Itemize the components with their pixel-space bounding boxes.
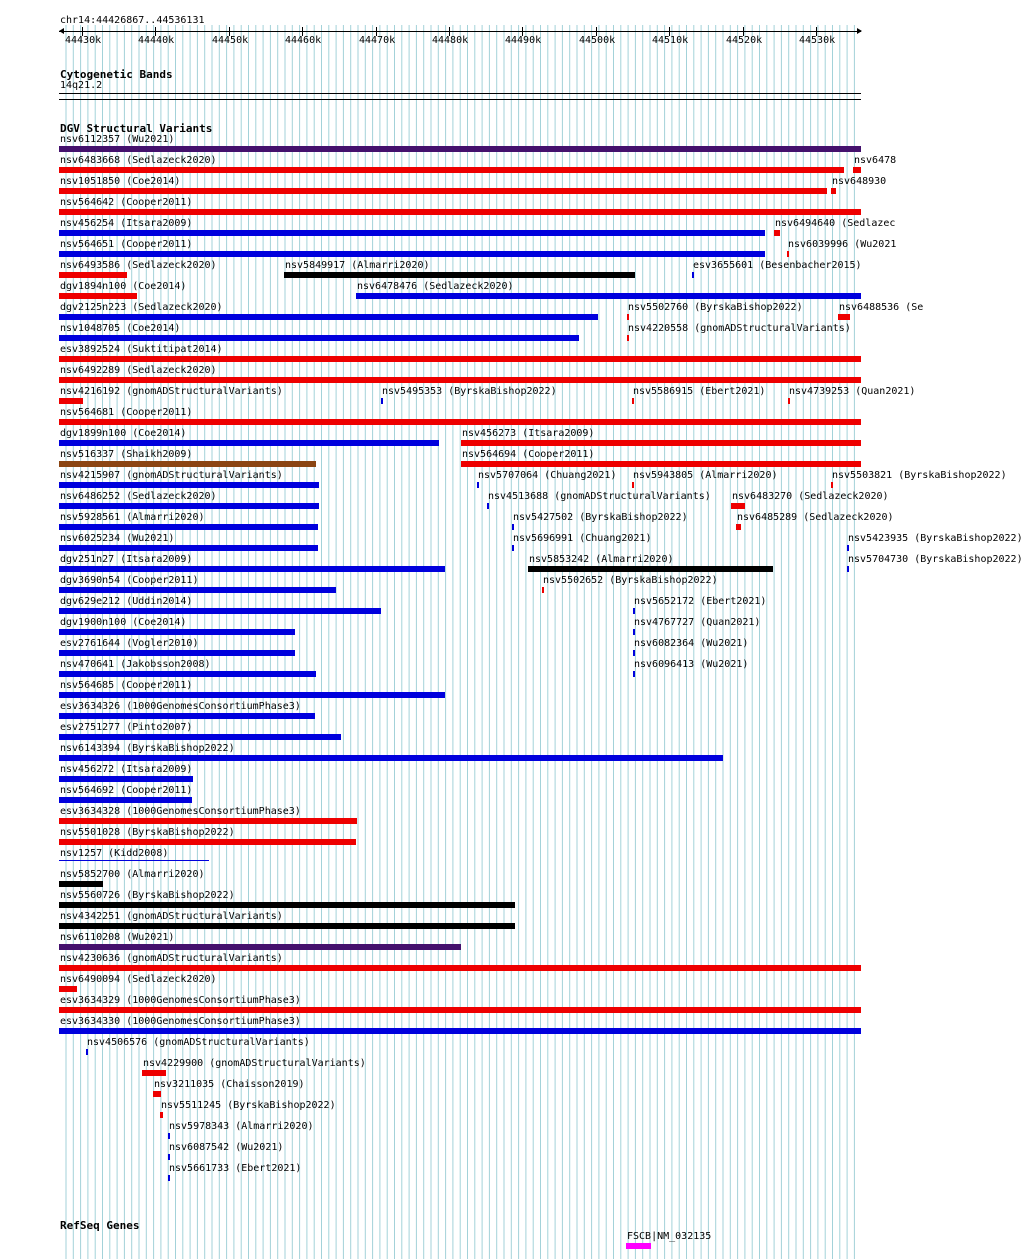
variant-label[interactable]: nsv5652172 (Ebert2021): [634, 596, 767, 607]
variant-label[interactable]: nsv5928561 (Almarri2020): [60, 512, 205, 523]
variant-bar[interactable]: [59, 356, 861, 362]
variant-label[interactable]: nsv4220558 (gnomADStructuralVariants): [628, 323, 851, 334]
cytoband-bar-bottom: [59, 99, 861, 100]
variant-label[interactable]: nsv564651 (Cooper2011): [60, 239, 193, 250]
variant-bar[interactable]: [59, 923, 515, 929]
variant-label[interactable]: nsv564642 (Cooper2011): [60, 197, 193, 208]
variant-bar[interactable]: [847, 566, 849, 572]
variant-bar[interactable]: [59, 650, 295, 656]
variant-bar[interactable]: [487, 503, 489, 509]
variant-bar[interactable]: [59, 965, 861, 971]
variant-label[interactable]: nsv5423935 (ByrskaBishop2022): [848, 533, 1023, 544]
variant-bar[interactable]: [528, 566, 773, 572]
variant-label[interactable]: nsv5502652 (ByrskaBishop2022): [543, 575, 718, 586]
variant-bar[interactable]: [787, 251, 789, 257]
variant-label[interactable]: nsv4513688 (gnomADStructuralVariants): [488, 491, 711, 502]
variant-label[interactable]: nsv564681 (Cooper2011): [60, 407, 193, 418]
variant-bar[interactable]: [542, 587, 544, 593]
variant-bar[interactable]: [627, 335, 629, 341]
variant-label[interactable]: nsv6488536 (Se: [839, 302, 924, 313]
variant-bar[interactable]: [59, 167, 844, 173]
variant-bar[interactable]: [59, 335, 579, 341]
variant-label[interactable]: nsv5978343 (Almarri2020): [169, 1121, 314, 1132]
variant-bar[interactable]: [788, 398, 790, 404]
variant-bar[interactable]: [633, 629, 635, 635]
variant-bar[interactable]: [59, 209, 861, 215]
variant-label[interactable]: esv2761644 (Vogler2010): [60, 638, 199, 649]
variant-bar[interactable]: [86, 1049, 88, 1055]
variant-label[interactable]: nsv6493586 (Sedlazeck2020): [60, 260, 217, 271]
variant-bar[interactable]: [633, 671, 635, 677]
variant-bar[interactable]: [831, 482, 833, 488]
variant-label[interactable]: nsv5560726 (ByrskaBishop2022): [60, 890, 235, 901]
variant-bar[interactable]: [59, 860, 209, 861]
ruler-tick-label: 44440k: [138, 35, 175, 46]
variant-label[interactable]: nsv6483270 (Sedlazeck2020): [732, 491, 889, 502]
ruler-right-arrow-icon: [857, 28, 862, 34]
variant-bar[interactable]: [59, 671, 316, 677]
variant-bar[interactable]: [632, 398, 634, 404]
variant-bar[interactable]: [838, 314, 850, 320]
variant-label[interactable]: esv3634330 (1000GenomesConsortiumPhase3): [60, 1016, 301, 1027]
variant-bar[interactable]: [774, 230, 780, 236]
variant-bar[interactable]: [59, 440, 439, 446]
variant-bar[interactable]: [284, 272, 635, 278]
variant-bar[interactable]: [59, 314, 598, 320]
variant-bar[interactable]: [461, 461, 861, 467]
variant-label[interactable]: esv3634329 (1000GenomesConsortiumPhase3): [60, 995, 301, 1006]
variant-label[interactable]: nsv6087542 (Wu2021): [169, 1142, 284, 1153]
refseq-track-title: RefSeq Genes: [60, 1219, 140, 1232]
variant-label[interactable]: nsv6492289 (Sedlazeck2020): [60, 365, 217, 376]
variant-bar[interactable]: [59, 692, 445, 698]
variant-bar[interactable]: [59, 188, 827, 194]
variant-bar[interactable]: [59, 566, 445, 572]
variant-label[interactable]: nsv4216192 (gnomADStructuralVariants): [60, 386, 283, 397]
variant-bar[interactable]: [59, 272, 127, 278]
variant-bar[interactable]: [160, 1112, 163, 1118]
variant-label[interactable]: nsv6478476 (Sedlazeck2020): [357, 281, 514, 292]
variant-label[interactable]: nsv6143394 (ByrskaBishop2022): [60, 743, 235, 754]
variant-bar[interactable]: [59, 482, 319, 488]
cytoband-label: 14q21.2: [60, 80, 103, 91]
variant-label[interactable]: nsv5849917 (Almarri2020): [285, 260, 430, 271]
variant-bar[interactable]: [627, 314, 629, 320]
variant-bar[interactable]: [632, 482, 634, 488]
variant-bar[interactable]: [512, 524, 514, 530]
variant-label[interactable]: nsv5501028 (ByrskaBishop2022): [60, 827, 235, 838]
gene-label[interactable]: FSCB|NM_032135: [627, 1231, 712, 1242]
variant-bar[interactable]: [59, 608, 381, 614]
variant-bar[interactable]: [59, 146, 861, 152]
variant-bar[interactable]: [831, 188, 836, 194]
variant-label[interactable]: dgv629e212 (Uddin2014): [60, 596, 193, 607]
variant-bar[interactable]: [168, 1133, 170, 1139]
variant-bar[interactable]: [59, 713, 315, 719]
ruler-tick-label: 44460k: [285, 35, 322, 46]
variant-bar[interactable]: [736, 524, 741, 530]
variant-bar[interactable]: [847, 545, 849, 551]
ruler-tick-label: 44530k: [799, 35, 836, 46]
dgv-track-title: DGV Structural Variants: [60, 122, 213, 135]
variant-bar[interactable]: [59, 377, 861, 383]
variant-bar[interactable]: [59, 944, 461, 950]
variant-label[interactable]: nsv5704730 (ByrskaBishop2022): [848, 554, 1023, 565]
ruler-tick-label: 44470k: [359, 35, 396, 46]
variant-label[interactable]: nsv5495353 (ByrskaBishop2022): [382, 386, 557, 397]
variant-bar[interactable]: [59, 545, 318, 551]
variant-label[interactable]: dgv2125n223 (Sedlazeck2020): [60, 302, 223, 313]
variant-bar[interactable]: [153, 1091, 161, 1097]
variant-label[interactable]: dgv1899n100 (Coe2014): [60, 428, 187, 439]
variant-bar[interactable]: [168, 1175, 170, 1181]
variant-label[interactable]: nsv4739253 (Quan2021): [789, 386, 916, 397]
variant-bar[interactable]: [59, 776, 193, 782]
variant-bar[interactable]: [633, 650, 635, 656]
variant-label[interactable]: nsv564692 (Cooper2011): [60, 785, 193, 796]
variant-label[interactable]: nsv5427502 (ByrskaBishop2022): [513, 512, 688, 523]
variant-bar[interactable]: [59, 797, 192, 803]
variant-bar[interactable]: [59, 251, 765, 257]
variant-bar[interactable]: [142, 1070, 166, 1076]
variant-label[interactable]: nsv1048705 (Coe2014): [60, 323, 181, 334]
variant-label[interactable]: nsv6110208 (Wu2021): [60, 932, 175, 943]
variant-bar[interactable]: [477, 482, 479, 488]
variant-label[interactable]: nsv6039996 (Wu2021: [788, 239, 897, 250]
variant-label[interactable]: nsv4342251 (gnomADStructuralVariants): [60, 911, 283, 922]
variant-bar[interactable]: [512, 545, 514, 551]
variant-label[interactable]: nsv4767727 (Quan2021): [634, 617, 761, 628]
variant-label[interactable]: nsv456272 (Itsara2009): [60, 764, 193, 775]
ruler-tick-label: 44510k: [652, 35, 689, 46]
ruler-tick-label: 44430k: [65, 35, 102, 46]
cytoband-track-title: Cytogenetic Bands: [60, 68, 173, 81]
variant-bar[interactable]: [59, 461, 316, 467]
variant-bar[interactable]: [59, 398, 83, 404]
variant-bar[interactable]: [59, 503, 319, 509]
variant-label[interactable]: nsv6483668 (Sedlazeck2020): [60, 155, 217, 166]
variant-label[interactable]: nsv564694 (Cooper2011): [462, 449, 595, 460]
variant-bar[interactable]: [59, 1028, 861, 1034]
variant-bar[interactable]: [59, 587, 336, 593]
variant-label[interactable]: nsv5586915 (Ebert2021): [633, 386, 766, 397]
variant-bar[interactable]: [633, 608, 635, 614]
variant-label[interactable]: nsv1051850 (Coe2014): [60, 176, 181, 187]
variant-label[interactable]: nsv4229900 (gnomADStructuralVariants): [143, 1058, 366, 1069]
cytoband-bar-top: [59, 93, 861, 94]
variant-bar[interactable]: [168, 1154, 170, 1160]
variant-label[interactable]: dgv1900n100 (Coe2014): [60, 617, 187, 628]
ruler-tick-label: 44500k: [579, 35, 616, 46]
variant-label[interactable]: nsv6494640 (Sedlazec: [775, 218, 896, 229]
variant-bar[interactable]: [59, 419, 861, 425]
variant-label[interactable]: nsv5943805 (Almarri2020): [633, 470, 778, 481]
variant-bar[interactable]: [59, 818, 357, 824]
variant-label[interactable]: nsv6082364 (Wu2021): [634, 638, 749, 649]
variant-label[interactable]: nsv5503821 (ByrskaBishop2022): [832, 470, 1007, 481]
variant-label[interactable]: esv3655601 (Besenbacher2015): [693, 260, 862, 271]
variant-label[interactable]: nsv4506576 (gnomADStructuralVariants): [87, 1037, 310, 1048]
variant-label[interactable]: nsv456273 (Itsara2009): [462, 428, 595, 439]
variant-label[interactable]: nsv516337 (Shaikh2009): [60, 449, 193, 460]
variant-bar[interactable]: [59, 524, 318, 530]
variant-label[interactable]: esv3634328 (1000GenomesConsortiumPhase3): [60, 806, 301, 817]
variant-bar[interactable]: [692, 272, 694, 278]
variant-bar[interactable]: [59, 629, 295, 635]
variant-bar[interactable]: [59, 293, 137, 299]
variant-label[interactable]: nsv6478: [854, 155, 897, 166]
variant-label[interactable]: nsv6112357 (Wu2021): [60, 134, 175, 145]
ruler-tick-label: 44490k: [505, 35, 542, 46]
gene-bar[interactable]: [626, 1243, 651, 1249]
variant-label[interactable]: nsv5502760 (ByrskaBishop2022): [628, 302, 803, 313]
variant-bar[interactable]: [461, 440, 861, 446]
variant-bar[interactable]: [59, 839, 356, 845]
variant-label[interactable]: nsv1257 (Kidd2008): [60, 848, 169, 859]
ruler-tick-label: 44480k: [432, 35, 469, 46]
variant-bar[interactable]: [59, 734, 341, 740]
variant-bar[interactable]: [59, 986, 77, 992]
variant-label[interactable]: esv3634326 (1000GenomesConsortiumPhase3): [60, 701, 301, 712]
variant-bar[interactable]: [731, 503, 745, 509]
variant-label[interactable]: nsv5696991 (Chuang2021): [513, 533, 652, 544]
variant-label[interactable]: nsv4230636 (gnomADStructuralVariants): [60, 953, 283, 964]
variant-label[interactable]: nsv6096413 (Wu2021): [634, 659, 749, 670]
variant-bar[interactable]: [59, 755, 723, 761]
variant-label[interactable]: nsv6025234 (Wu2021): [60, 533, 175, 544]
variant-label[interactable]: nsv564685 (Cooper2011): [60, 680, 193, 691]
ruler-tick-label: 44450k: [212, 35, 249, 46]
variant-label[interactable]: nsv5707064 (Chuang2021): [478, 470, 617, 481]
variant-label[interactable]: nsv648930: [832, 176, 887, 187]
variant-label[interactable]: nsv5511245 (ByrskaBishop2022): [161, 1100, 336, 1111]
variant-label[interactable]: nsv5661733 (Ebert2021): [169, 1163, 302, 1174]
ruler-left-arrow-icon: [59, 28, 64, 34]
variant-bar[interactable]: [59, 230, 765, 236]
variant-label[interactable]: dgv251n27 (Itsara2009): [60, 554, 193, 565]
variant-label[interactable]: nsv6486252 (Sedlazeck2020): [60, 491, 217, 502]
variant-bar[interactable]: [59, 902, 515, 908]
variant-bar[interactable]: [356, 293, 861, 299]
variant-label[interactable]: nsv456254 (Itsara2009): [60, 218, 193, 229]
variant-bar[interactable]: [381, 398, 383, 404]
variant-label[interactable]: dgv1894n100 (Coe2014): [60, 281, 187, 292]
variant-label[interactable]: nsv470641 (Jakobsson2008): [60, 659, 211, 670]
variant-label[interactable]: nsv3211035 (Chaisson2019): [154, 1079, 305, 1090]
variant-label[interactable]: nsv6490094 (Sedlazeck2020): [60, 974, 217, 985]
variant-label[interactable]: nsv5853242 (Almarri2020): [529, 554, 674, 565]
variant-label[interactable]: dgv3690n54 (Cooper2011): [60, 575, 199, 586]
variant-bar[interactable]: [59, 1007, 861, 1013]
variant-bar[interactable]: [853, 167, 861, 173]
variant-label[interactable]: nsv4215907 (gnomADStructuralVariants): [60, 470, 283, 481]
variant-label[interactable]: esv3892524 (Suktitipat2014): [60, 344, 223, 355]
variant-label[interactable]: nsv6485289 (Sedlazeck2020): [737, 512, 894, 523]
variant-bar[interactable]: [59, 881, 103, 887]
coordinate-label: chr14:44426867..44536131: [60, 15, 205, 26]
ruler-tick-label: 44520k: [726, 35, 763, 46]
variant-label[interactable]: nsv5852700 (Almarri2020): [60, 869, 205, 880]
variant-label[interactable]: esv2751277 (Pinto2007): [60, 722, 193, 733]
ruler-axis-line: [59, 31, 861, 32]
